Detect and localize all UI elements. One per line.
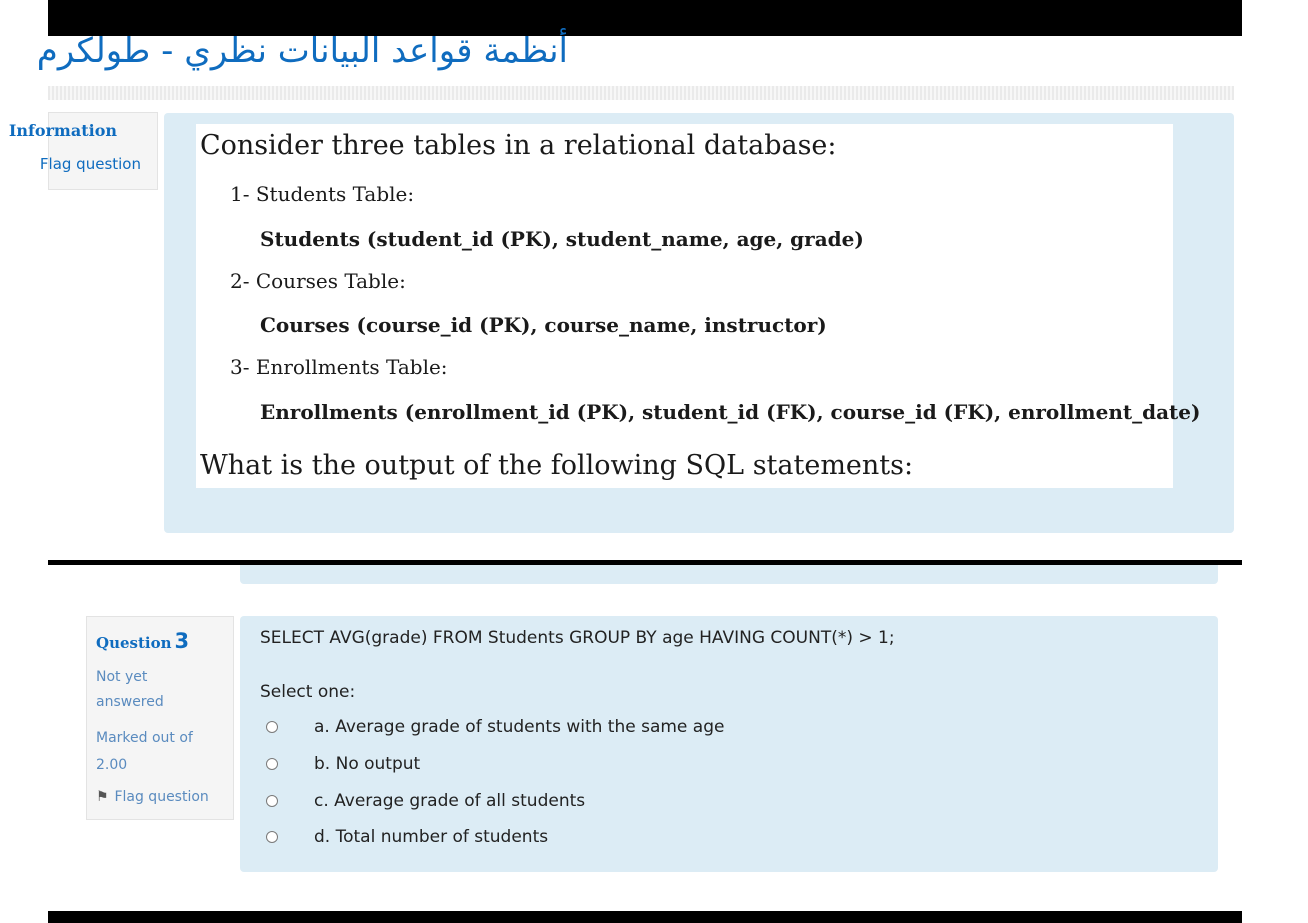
option-label: a. Average grade of students with the same age <box>314 717 725 737</box>
table-schema: Courses (course_id (PK), course_name, instructor) <box>260 313 827 337</box>
select-one-prompt: Select one: <box>260 682 356 702</box>
list-item: 1- Students Table: <box>230 182 415 206</box>
flag-question-link-1[interactable]: Flag question <box>39 155 141 173</box>
question-closing: What is the output of the following SQL statements: <box>200 450 914 481</box>
radio-button[interactable] <box>266 758 278 770</box>
radio-button[interactable] <box>266 721 278 733</box>
table-schema: Students (student_id (PK), student_name, age, grade) <box>260 227 864 251</box>
question-grade: Marked out of 2.00 <box>96 730 193 773</box>
question-lead: Consider three tables in a relational database: <box>200 130 837 161</box>
option-label: c. Average grade of all students <box>314 791 586 811</box>
radio-button[interactable] <box>266 795 278 807</box>
flag-question-label: Flag question <box>114 789 209 805</box>
table-schema: Enrollments (enrollment_id (PK), student_id (FK), course_id (FK), enrollment_date) <box>260 400 1201 424</box>
course-title: أنظمة قواعد البيانات نظري - طولكرم <box>36 31 568 71</box>
list-item: 2- Courses Table: <box>230 269 406 293</box>
info-block-1 <box>8 112 158 190</box>
question-state: Not yet answered <box>96 669 164 710</box>
question-number-value: 3 <box>174 629 190 653</box>
answer-option-a[interactable] <box>266 715 725 739</box>
answer-option-d[interactable] <box>266 825 549 849</box>
radio-button[interactable] <box>266 831 278 843</box>
answer-option-c[interactable] <box>266 789 586 813</box>
question-info-block <box>86 616 234 820</box>
flag-icon: ⚑ <box>96 789 109 805</box>
sql-statement: SELECT AVG(grade) FROM Students GROUP BY age HAVING COUNT(*) > 1; <box>260 628 895 648</box>
bottom-black-bar <box>48 911 1242 923</box>
option-label: d. Total number of students <box>314 827 549 847</box>
list-item: 3- Enrollments Table: <box>230 355 448 379</box>
answer-option-b[interactable] <box>266 752 421 776</box>
option-label: b. No output <box>314 754 421 774</box>
question-text-box <box>196 124 1173 488</box>
header-divider <box>48 86 1234 100</box>
info-title: Information <box>8 121 117 140</box>
question-label: Question <box>96 634 172 652</box>
question-panel-bottom-edge <box>240 565 1218 584</box>
flag-question-link[interactable] <box>96 789 209 805</box>
question-number <box>96 629 189 653</box>
